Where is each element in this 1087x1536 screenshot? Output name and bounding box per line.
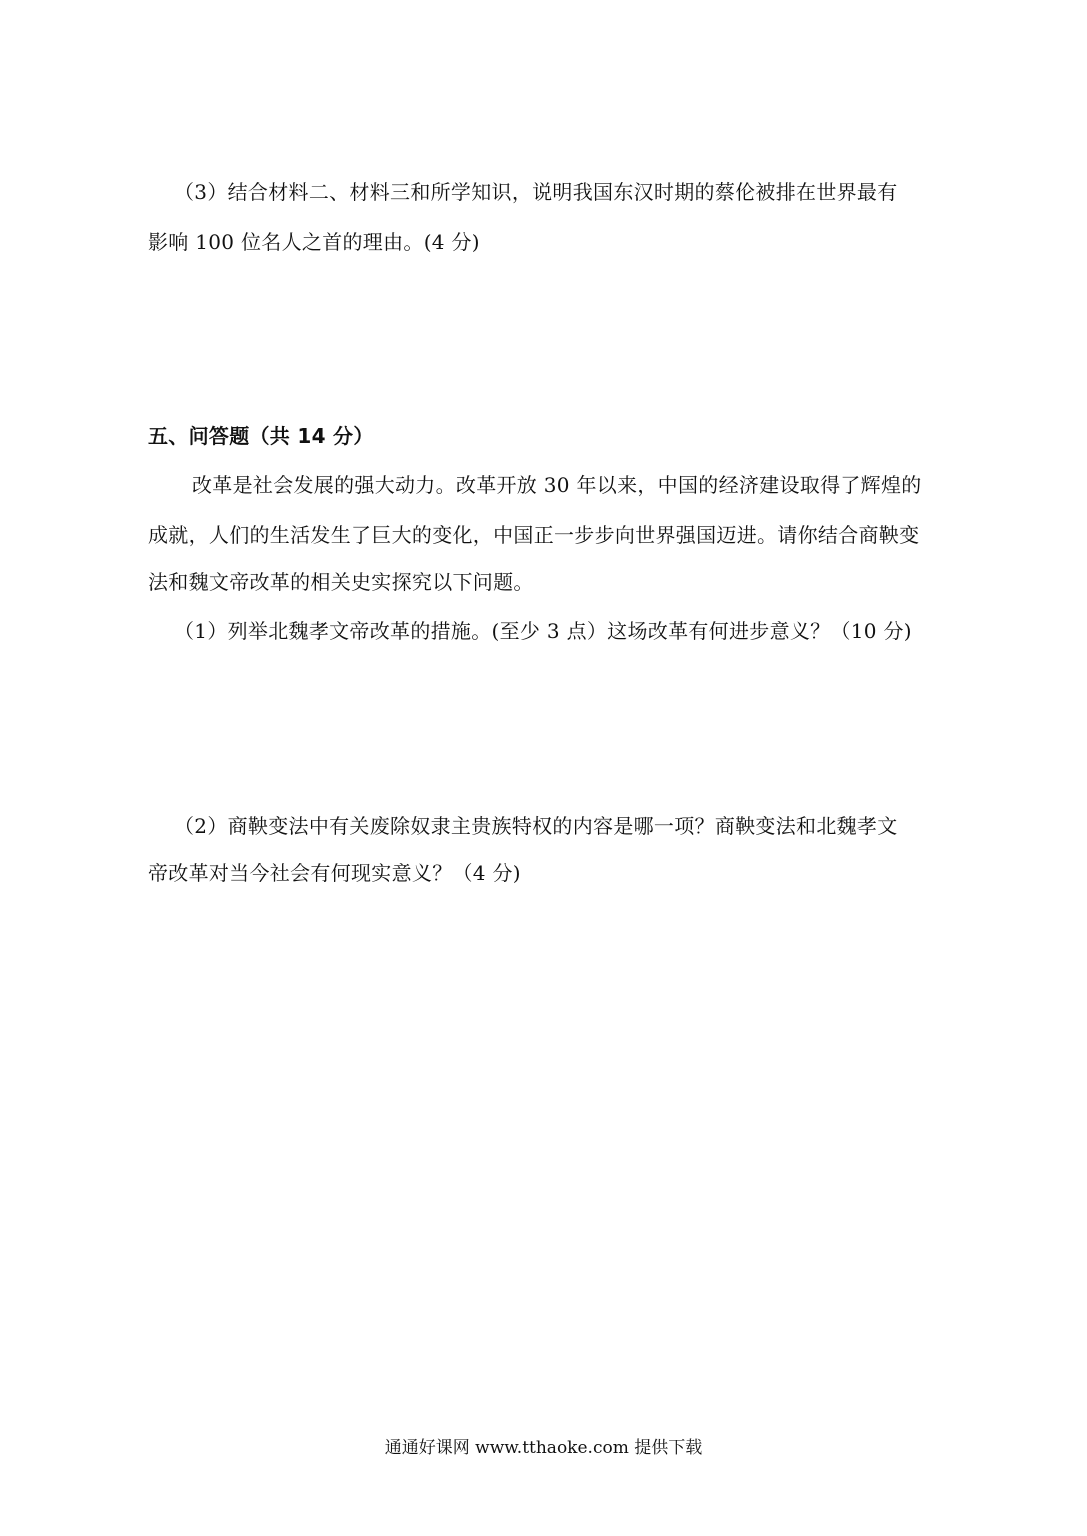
section-5-intro-line-2: 成就，人们的生活发生了巨大的变化，中国正一步步向世界强国迈进。请你结合商鞅变 bbox=[148, 523, 920, 547]
question-2-line-2: 帝改革对当今社会有何现实意义？（4 分) bbox=[148, 861, 521, 885]
section-5-heading: 五、问答题（共 14 分） bbox=[148, 424, 374, 448]
section-5-intro-line-3: 法和魏文帝改革的相关史实探究以下问题。 bbox=[148, 570, 534, 594]
page-footer: 通通好课网 www.tthaoke.com 提供下载 bbox=[384, 1438, 703, 1458]
question-3-line-2: 影响 100 位名人之首的理由。(4 分) bbox=[148, 230, 480, 254]
question-3-line-1: （3）结合材料二、材料三和所学知识，说明我国东汉时期的蔡伦被排在世界最有 bbox=[174, 180, 898, 204]
section-5-intro-line-1: 改革是社会发展的强大动力。改革开放 30 年以来，中国的经济建设取得了辉煌的 bbox=[192, 473, 922, 497]
question-2-line-1: （2）商鞅变法中有关废除奴隶主贵族特权的内容是哪一项？商鞅变法和北魏孝文 bbox=[174, 814, 898, 838]
question-1: （1）列举北魏孝文帝改革的措施。(至少 3 点）这场改革有何进步意义？（10 分) bbox=[174, 619, 912, 643]
